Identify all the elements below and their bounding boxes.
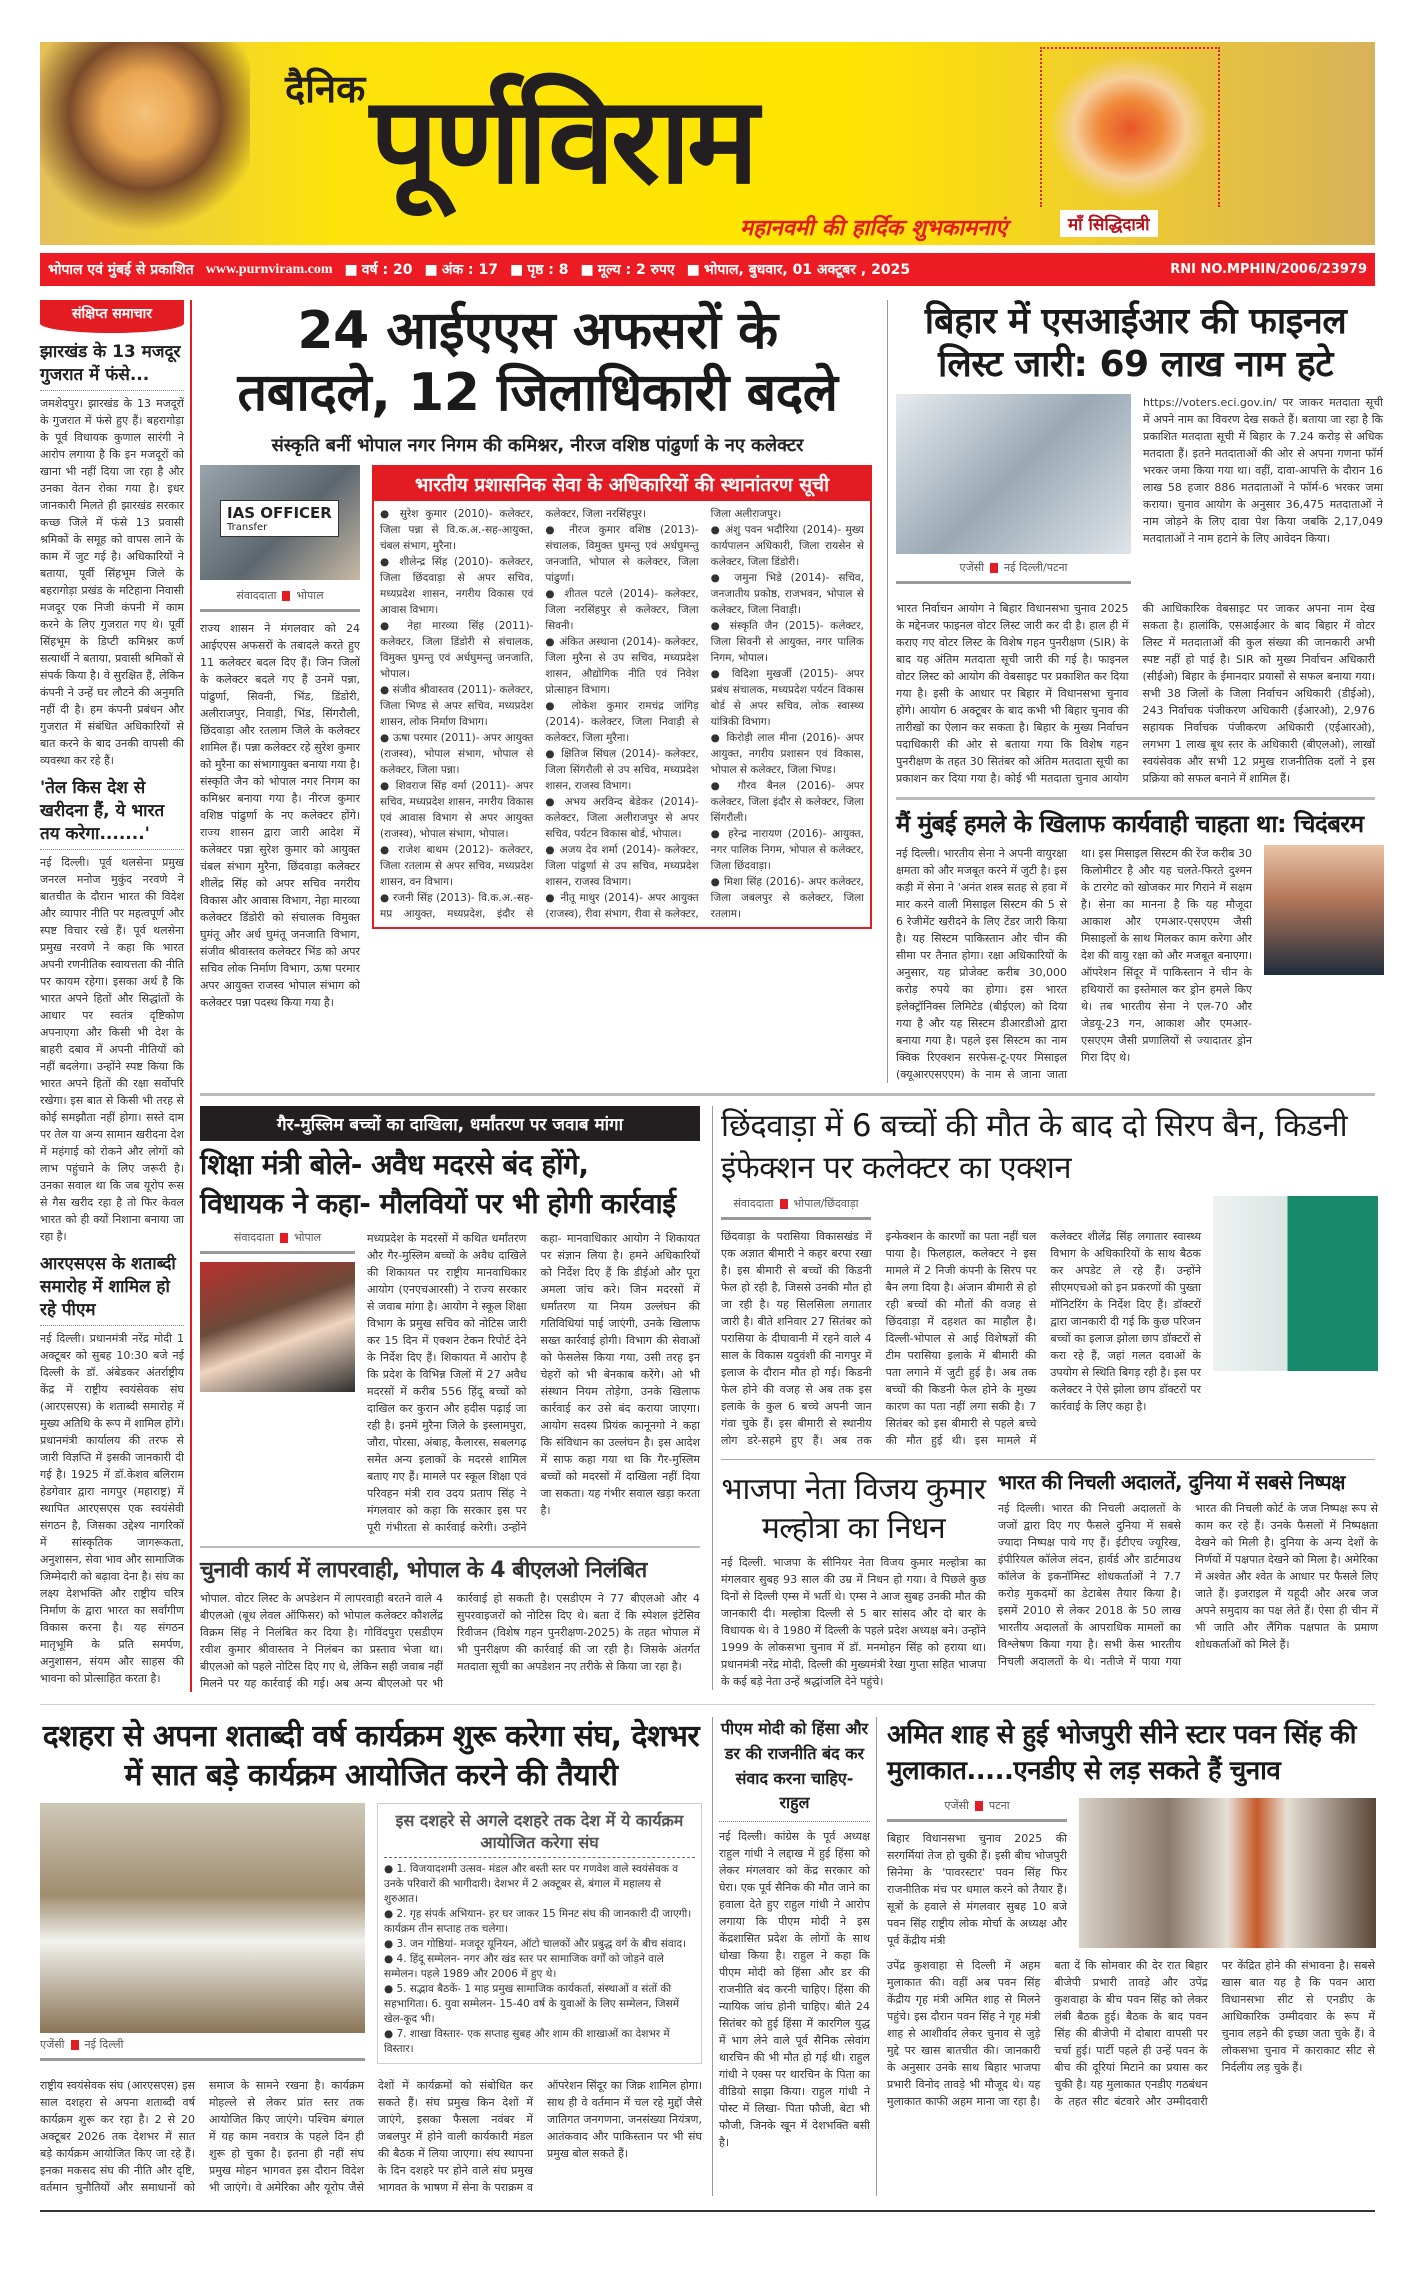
byline-marker — [282, 591, 290, 601]
right-column — [887, 300, 1383, 1083]
amit-shah-body: उपेंद्र कुशवाहा से दिल्ली में अहम मुलाकात की। वहीं अब पवन सिंह केंद्रीय गृह मंत्री अमित शाह से मिलने पहुंचे। इस दौरान पवन सिंह ने गृह मंत्री शाह से आशीर्वाद लेकर चुनाव से जुड़े मुद्दे पर खास बातचीत की। जानकारी के अनुसार उनके साथ बिहार भाजपा प्रभारी विनोद तावड़े भी मौजूद थे। यह मुलाकात काफी अहम माना जा रहा है। बता दें कि सोमवार की देर रात बिहार बीजेपी प्रभारी तावड़े और उपेंद्र कुशवाहा के बीच पवन सिंह को लेकर लंबी बैठक हुई। बैठक के बाद पवन सिंह की बीजेपी में दोबारा वापसी पर चर्चा हुई। पार्टी पहले ही उन्हें पवन के बीच की दूरियां मिटाने का प्रयास कर चुकी है। यह मुलाकात एनडीए गठबंधन के तहत सीट बंटवारे और उम्मीदवारी पर केंद्रित होने की संभावना है। सबसे खास बात यह है कि पवन आरा विधानसभा सीट से एनडीए के आधिकारिक उम्मीदवार के रूप में चुनाव लड़ने की इच्छा जता चुके हैं। वे लोकसभा चुनाव में काराकाट सीट से निर्दलीय लड़ चुके हैं। — [887, 1958, 1375, 2108]
price: ■ मूल्य : 2 रुपए — [581, 260, 675, 279]
rss-body: राष्ट्रीय स्वयंसेवक संघ (आरएसएस) इस साल दशहरा से अपना शताब्दी वर्ष कार्यक्रम शुरू कर रहा है। 2 से 20 अक्टूबर 2026 तक देशभर में सात बड़े कार्यक्रम आयोजित किए जा रहे हैं। इनका मकसद संघ की नीति और दृष्टि, वर्तमान चुनौतियों और समाधानों को समाज के सामने रखना है। कार्यक्रम मोहल्ले से लेकर प्रांत स्तर तक आयोजित किए जाएंगे। पश्चिम बंगाल में यह काम नवरात्र के पहले दिन ही शुरू हो चुका है। इतना ही नहीं संघ प्रमुख मोहन भागवत इस दौरान विदेश भी जाएंगे। वे अमेरिका और यूरोप जैसे देशों में कार्यक्रमों को संबोधित कर सकते हैं। संघ प्रमुख किन देशों में जाएंगे, इसका फैसला नवंबर में जबलपुर में होने वाली कार्यकारी मंडल की बैठक में लिया जाएगा। संघ स्थापना के दिन दशहरे पर होने वाले संघ प्रमुख भागवत के भाषण में सेना के पराक्रम व ऑपरेशन सिंदूर का जिक्र शामिल होगा। साथ ही वे वर्तमान में चल रहे मुद्दों जैसे जातिगत जनगणना, जनसंख्या नियंत्रण, आतंकवाद और पाकिस्तान पर भी संघ प्रमुख बोल सकते हैं। — [40, 2078, 702, 2194]
rni-number: RNI NO.MPHIN/2006/23979 — [1170, 262, 1367, 277]
chhindwara-column — [712, 1106, 1378, 1690]
section-divider — [200, 1093, 1375, 1096]
madrasa-body — [367, 1230, 700, 1536]
rss-story — [40, 1717, 702, 2196]
transfer-list-box — [372, 465, 872, 929]
festival-greeting: महानवमी की हार्दिक शुभकामनाएं — [740, 216, 1008, 241]
byline-author: संवाददाता — [236, 588, 277, 602]
transfer-list-item: ● रजनी सिंह (2013)- वि.क.अ.-सह-मप्र आयुक्त, मध्यप्रदेश, इंदौर से कलेक्टर, जिला नरसिंहपुर। — [380, 506, 699, 922]
brief-body: नई दिल्ली। पूर्व थलसेना प्रमुख जनरल मनोज मुकुंद नरवणे ने बातचीत के दौरान भारत की विदेश और व्यापार नीति पर महत्वपूर्ण और स्पष्ट विचार रखे हैं। पूर्व थलसेना प्रमुख नरवणे ने कहा कि भारत अपनी रणनीतिक स्वायत्तता की नीति पर कायम रहेगा। इसका अर्थ है कि भारत अपने हितों और सिद्धांतों के आधार पर स्वतंत्र दृष्टिकोण अपनाएगा और किसी भी देश के बाहरी दबाव में अपनी नीतियों को नहीं बदलेगा। उन्होंने स्पष्ट किया कि भारत अपने हितों की रक्षा सर्वोपरि रखेगा। इस बात से किसी भी तरह से कोई समझौता नहीं होगा। सस्ते दाम पर तेल या अन्य सामान खरीदना देश में महंगाई को रोकने और लोगों को लाभ पहुंचाने के लिए जरूरी है। उनका सवाल था कि जब यूरोप रूस से गैस खरीद रहा है तो फिर केवल भारत को ही क्यों निशाना बनाया जा रहा है। — [40, 855, 184, 1243]
goddess-caption: माँ सिद्धिदात्री — [1060, 210, 1158, 237]
byline-author: एजेंसी — [944, 1798, 969, 1812]
masthead — [40, 42, 1375, 245]
byline-place: पटना — [988, 1798, 1010, 1812]
madrasa-body-text: मध्यप्रदेश के मदरसों में कथित धर्मांतरण और गैर-मुस्लिम बच्चों के अवैध दाखिले की शिकायत पर राष्ट्रीय मानवाधिकार आयोग (एनएचआरसी) ने राज्य सरकार से जवाब मांगा है। आयोग ने स्कूल शिक्षा विभाग के प्रमुख सचिव को नोटिस जारी कर 15 दिन में एक्शन टेकन रिपोर्ट देने के निर्देश दिए हैं। शिकायत में आरोप है कि प्रदेश के विभिन्न जिलों में 27 अवैध मदरसों में करीब 556 हिंदू बच्चों को दाखिल कर कुरान और हदीस पढ़ाई जा रही है। इनमें मुरैना जिले के इस्लामपुरा, जौरा, पोरसा, अंबाह, कैलारस, सबलगढ़ समेत अन्य इलाकों के मदरसे शामिल बताए गए हैं। मामले पर स्कूल शिक्षा एवं परिवहन मंत्री राव उदय प्रताप सिंह ने मंगलवार को कहा कि सरकार इस पर पूरी गंभीरता से कार्रवाई करेगी। उन्होंने कहा- मानवाधिकार आयोग ने शिकायत पर संज्ञान लिया है। हमने अधिकारियों को निर्देश दिए हैं कि डीईओ और पूरा अमला जांच करे। जिन मदरसों में धर्मांतरण या नियम उल्लंघन की गतिविधियां पाई जाएंगी, उनके खिलाफ सख्त कार्रवाई होगी। विभाग की सेवाओं को फेसलेस किया गया, उसी तरह इन चेहरों को भी बेनकाब करेंगे। ओ भी संस्थान नियम तोड़ेगा, उनके खिलाफ कार्रवाई कर उसे बंद कराया जाएगा। आयोग सदस्य प्रियंक कानूनगो ने कहा कि संविधान का उल्लंघन है। इस आदेश में साफ कहा गया था कि गैर-मुस्लिम बच्चों को मदरसों में दाखिला नहीं दिया जा सकता। यह गंभीर सवाल खड़ा करता है। — [367, 1231, 700, 1534]
blo-body: भोपाल. वोटर लिस्ट के अपडेशन में लापरवाही बरतने वाले 4 बीएलओ (बूथ लेवल ऑफिसर) को भोपाल कलेक्टर कौशलेंद्र विक्रम सिंह ने निलंबित कर दिया है। गोविंदपुरा एसडीएम रवीश कुमार श्रीवास्तव ने निलंबन का प्रस्ताव भेजा था। बीएलओ को पहले नोटिस दिए गए थे, लेकिन सही जवाब नहीं मिलने पर यह कार्रवाई की गई। अब अन्य बीएलओ पर भी कार्रवाई हो सकती है। एसडीएम ने 77 बीएलओ और 4 सुपरवाइजरों को नोटिस दिए थे। बता दें कि स्पेशल इंटेंसिव रिवीजन (विशेष गहन पुनरीक्षण-2025) के तहत भोपाल में भी पुनरीक्षण की कार्रवाई की जा रही है। जिसके अंतर्गत मतदाता सूची का अपडेशन नए तरीके से किया जा रहा है। — [200, 1591, 700, 1690]
website-link[interactable]: www.purnviram.com — [205, 261, 333, 277]
transfer-list-item: ● सुरेश कुमार (2010)- कलेक्टर, जिला पन्ना से वि.क.अ.-सह-आयुक्त, चंबल संभाग, मुरैना। — [380, 506, 533, 554]
transfer-list-item: ● ऊषा परमार (2011)- अपर आयुक्त (राजस्व), भोपाल संभाग, भोपाल से कलेक्टर, जिला पन्ना। — [380, 730, 533, 778]
courts-body: नई दिल्ली। भारत की निचली अदालतों के जजों द्वारा दिए गए फैसले दुनिया में सबसे ज्यादा निष्पक्ष पाये गए हैं। ईटीएच ज्यूरिख, इंपीरियल कॉलेज लंदन, हार्वर्ड और डार्टमाउथ कॉलेज के इकनॉमिस्ट शोधकर्ताओं ने 7.7 करोड़ मुकदमों का डेटाबेस तैयार किया है। इसमें 2010 से लेकर 2018 के 50 लाख भारतीय अदालतों के आपराधिक मामलों का विश्लेषण किया गया है। सभी केस भारतीय निचली अदालतों के थे। नतीजे में पाया गया भारत की निचली कोर्ट के जज निष्पक्ष रूप से काम कर रहे हैं। उनके फैसलों में निष्पक्षता देखने को मिली है। दुनिया के अन्य देशों के निर्णयों में पक्षपात देखने को मिला है। अमेरिका में अश्वेत और श्वेत के आधार पर फैसले लिए जाते हैं। इजराइल में यहूदी और अरब जज अपने समुदाय का पक्ष लेते हैं। ऐसा ही चीन में भी जाति और लैंगिक पक्षपात के प्रमाण शोधकर्ताओं को मिले हैं। — [998, 1501, 1378, 1668]
transfer-list-item: ● नेहा मारव्या सिंह (2011)- कलेक्टर, जिला डिंडोरी से संचालक, विमुक्त घुमन्तु एवं अर्धघुमन्तु जनजाति, भोपाल। — [380, 618, 533, 682]
bjp-leader-headline[interactable]: भाजपा नेता विजय कुमार मल्होत्रा का निधन — [721, 1471, 986, 1546]
transfer-list-item: ● मिशा सिंह (2016)- अपर कलेक्टर, जिला जबलपुर से कलेक्टर, जिला रतलाम। — [711, 874, 864, 922]
sign-text: IAS OFFICER — [227, 503, 332, 522]
transfer-list-item: ● शिवराज सिंह वर्मा (2011)- अपर सचिव, मध्यप्रदेश शासन, नगरीय विकास एवं आवास विभाग से अपर आयुक्त (राजस्व), भोपाल संभाग, भोपाल। — [380, 778, 533, 842]
chidambaram-photo — [1264, 845, 1384, 975]
brief-headline[interactable]: आरएसएस के शताब्दी समारोह में शामिल हो रहे पीएम — [40, 1253, 184, 1326]
brief-headline[interactable]: 'तेल किस देश से खरीदना हैं, ये भारत तय करेगा.......' — [40, 777, 184, 850]
chidambaram-headline[interactable]: मैं मुंबई हमले के खिलाफ कार्यवाही चाहता था: चिदंबरम — [896, 810, 1364, 839]
madrasa-kicker: गैर-मुस्लिम बच्चों का दाखिला, धर्मांतरण पर जवाब मांगा — [200, 1106, 700, 1141]
lead-headline-line: तबादले, 12 जिलाधिकारी बदले — [237, 363, 838, 424]
bihar-body: https://voters.eci.gov.in/ पर जाकर मतदाता सूची में अपने नाम का विवरण देख सकते हैं। बताया जा रहा है कि प्रकाशित मतदाता सूची में बिहार के 7.24 करोड़ से अधिक मतदाता हैं। इतने मतदाताओं की ओर से अपना गणना फॉर्म भरकर जमा किया गया था। वहीं, दावा-आपत्ति के दौरान 16 लाख 58 हजार 886 मतदाताओं ने फॉर्म-6 भरकर जमा कराया। चुनाव आयोग के अनुसार 36,475 मतदाताओं ने नाम जोड़ने के लिए दावा पेश किया जबकि 2,17,049 मतदाताओं ने नाम हटाने के लिए आवेदन किया। — [1143, 396, 1383, 546]
pages: ■ पृष्ठ : 8 — [510, 260, 569, 279]
byline-place: नई दिल्ली/पटना — [1004, 561, 1068, 575]
doctor-kidney-illustration — [1213, 1196, 1378, 1371]
rss-program-item: ● 5. सद्भाव बैठकें- 1 माह प्रमुख सामाजिक कार्यकर्ता, संस्थाओं व संतों की सहभागिता। 6. युवा सम्मेलन- 15-40 वर्ष के युवाओं के लिए सम्मेलन, जिसमें खेल-कूद भी। — [384, 1982, 695, 2027]
rss-program-item: ● 2. गृह संपर्क अभियान- हर घर जाकर 15 मिनट संघ की जानकारी दी जाएगी। कार्यक्रम तीन सप्ताह तक चलेगा। — [384, 1907, 695, 1937]
rss-program-item: ● 7. शाखा विस्तार- एक सप्ताह सुबह और शाम की शाखाओं का देशभर में विस्तार। — [384, 2027, 695, 2057]
transfer-list-title: भारतीय प्रशासनिक सेवा के अधिकारियों की स्थानांतरण सूची — [374, 467, 870, 501]
lead-left-column — [200, 465, 360, 1011]
rss-photo-column — [40, 1803, 365, 2069]
lead-photo — [200, 465, 360, 580]
transfer-list-item: ● संस्कृति जैन (2015)- कलेक्टर, जिला सिवनी से आयुक्त, नगर पालिक निगम, भोपाल। — [711, 618, 864, 666]
transfer-list-item: ● अंकित अस्थाना (2014)- कलेक्टर, जिला मुरैना से उप सचिव, मध्यप्रदेश शासन, औद्योगिक नीति एवं निवेश प्रोत्साहन विभाग। — [545, 634, 698, 698]
amit-shah-pawan-singh-photo — [1079, 1798, 1376, 1948]
transfer-list-item: ● राजेश बाथम (2012)- कलेक्टर, जिला रतलाम से अपर सचिव, मध्यप्रदेश शासन, वन विभाग। — [380, 842, 533, 890]
lead-story — [200, 300, 875, 1011]
headline-line: बिहार में एसआईआर की फाइनल — [924, 301, 1347, 342]
byline — [887, 1798, 1067, 1822]
headline-line: शिक्षा मंत्री बोले- अवैध मदरसे बंद होंगे, — [200, 1148, 589, 1182]
ias-officer-sign — [220, 500, 339, 537]
blo-headline[interactable]: चुनावी कार्य में लापरवाही, भोपाल के 4 बीएलओ निलंबित — [200, 1557, 647, 1583]
byline — [40, 2037, 365, 2061]
byline — [721, 1196, 871, 1220]
published-from: भोपाल एवं मुंबई से प्रकाशित — [48, 262, 194, 278]
bihar-headline[interactable] — [896, 300, 1375, 386]
transfer-list-item: ● शीलेन्द्र सिंह (2010)- कलेक्टर, जिला छिंदवाड़ा से अपर सचिव, मध्यप्रदेश शासन, नगरीय विकास एवं आवास विभाग। — [380, 554, 533, 618]
byline-author: एजेंसी — [40, 2037, 65, 2051]
transfer-list-item: ● अभय अरविन्द बेडेकर (2014)- कलेक्टर, जिला अलीराजपुर से अपर सचिव, पर्यटन विकास बोर्ड, भोपाल। — [545, 794, 698, 842]
voter-list-photo — [896, 394, 1131, 554]
brief-body: नई दिल्ली। प्रधानमंत्री नरेंद्र मोदी 1 अक्टूबर को सुबह 10:30 बजे नई दिल्ली के डॉ. अंबेडकर अंतर्राष्ट्रीय केंद्र में राष्ट्रीय स्वयंसेवक संघ (आरएसएस) के शताब्दी समारोह में मुख्य अतिथि के रूप में शामिल होंगे। प्रधानमंत्री कार्यालय की तरफ से जारी विज्ञप्ति में इसकी जानकारी दी गई है। 1925 में डॉ.केशव बलिराम हेडगेवार द्वारा नागपुर (महाराष्ट्र) में स्थापित आरएसएस एक स्वयंसेवी संगठन है, जिसका उद्देश्य नागरिकों में सांस्कृतिक जागरूकता, अनुशासन, सेवा भाव और सामाजिक जिम्मेदारी को बढ़ावा देना है। संघ का लक्ष्य देशभक्ति और राष्ट्रीय चरित्र निर्माण के द्वारा भारत का सर्वांगीण विकास करना है। यह संगठन मातृभूमि के प्रति समर्पण, अनुशासन, संयम और साहस की भावना को प्रोत्साहित करता है। — [40, 1331, 184, 1685]
byline-marker — [990, 563, 998, 573]
byline-place: भोपाल — [293, 1230, 322, 1244]
middle-row — [200, 1106, 1378, 1692]
byline-author: संवाददाता — [233, 1230, 274, 1244]
byline-author: एजेंसी — [959, 561, 985, 575]
edition-info-bar — [40, 253, 1375, 286]
transfer-list — [374, 501, 870, 927]
main-content — [40, 300, 1383, 1692]
byline — [896, 560, 1131, 584]
date: ■ भोपाल, बुधवार, 01 अक्टूबर , 2025 — [687, 260, 910, 279]
goddess-illustration-left — [40, 42, 250, 245]
amit-shah-headline[interactable]: अमित शाह से हुई भोजपुरी सीने स्टार पवन सिंह की मुलाकात.....एनडीए से लड़ सकते हैं चुनाव — [887, 1719, 1357, 1787]
byline — [200, 588, 360, 612]
section-divider — [721, 1459, 1375, 1460]
minister-photo — [200, 1262, 355, 1392]
transfer-list-item: ● संजीव श्रीवास्तव (2011)- कलेक्टर, जिला भिण्ड से अपर सचिव, मध्यप्रदेश शासन, लोक निर्माण विभाग। — [380, 682, 533, 730]
rahul-headline[interactable]: पीएम मोदी को हिंसा और डर की राजनीति बंद कर संवाद करना चाहिए- राहुल — [719, 1717, 870, 1822]
courts-story — [998, 1470, 1378, 1670]
transfer-list-item: ● किरोड़ी लाल मीना (2016)- अपर आयुक्त, नगरीय प्रशासन एवं विकास, भोपाल से कलेक्टर, जिला भिण्ड। — [711, 730, 864, 778]
sign-subtext: Transfer — [227, 521, 268, 533]
section-divider — [200, 1546, 700, 1548]
rss-box-title: इस दशहरे से अगले दशहरे तक देश में ये कार्यक्रम आयोजित करेगा संघ — [384, 1810, 695, 1858]
madrasa-photo-column — [200, 1230, 355, 1392]
byline-place: भोपाल/छिंदवाड़ा — [793, 1196, 859, 1210]
rss-headline[interactable]: दशहरा से अपना शताब्दी वर्ष कार्यक्रम शुरू करेगा संघ, देशभर में सात बड़े कार्यक्रम आयोजित करने की तैयारी — [42, 1718, 700, 1793]
issue: ■ अंक : 17 — [424, 260, 498, 279]
madrasa-headline[interactable] — [200, 1145, 700, 1223]
rss-programs-box — [377, 1803, 702, 2064]
byline-place: भोपाल — [296, 588, 324, 602]
transfer-list-item: ● जमुना भिडे (2014)- सचिव, जनजातीय प्रकोष्ठ, राजभवन, भोपाल से कलेक्टर, जिला निवाड़ी। — [711, 570, 864, 618]
transfer-list-item: ● शीतल पटले (2014)- कलेक्टर, जिला नरसिंहपुर से कलेक्टर, जिला सिवनी। — [545, 586, 698, 634]
chhindwara-body — [721, 1228, 1201, 1449]
top-row — [200, 300, 1383, 1083]
section-divider — [896, 797, 1375, 800]
lead-body: राज्य शासन ने मंगलवार को 24 आईएएस अफसरों के तबादले करते हुए 11 कलेक्टर बदल दिए हैं। जिन जिलों के कलेक्टर बदले गए हैं उनमें पन्ना, पांढुर्णा, सिवनी, भिंड, डिंडोरी, अलीराजपुर, निवाड़ी, भिंड, सिंगरौली, छिंदवाड़ा और रतलाम जिले के कलेक्टर शामिल हैं। पन्ना कलेक्टर रहे सुरेश कुमार को मुरैना का संभागायुक्त बनाया गया है। संस्कृति जैन को भोपाल नगर निगम का कमिश्नर बनाया गया है। नीरज कुमार वशिष्ठ पांढुर्णा के नए कलेक्टर होंगे। राज्य शासन द्वारा जारी आदेश में कलेक्टर पन्ना सुरेश कुमार को आयुक्त चंबल संभाग मुरैना, छिंदवाड़ा कलेक्टर शीलेंद्र सिंह को अपर सचिव नगरीय विकास और आवास विभाग, नेहा मारव्या कलेक्टर डिंडोरी को संचालक विमुक्त घुमंतू और अर्ध घुमंतू जनजाति विभाग, संजीव श्रीवास्तव कलेक्टर भिंड को अपर सचिव लोक निर्माण विभाग, ऊषा परमार अपर आयुक्त राजस्व भोपाल संभाग को कलेक्टर पन्ना पदस्थ किया गया है। — [200, 621, 360, 1009]
transfer-list-item: ● लोकेश कुमार रामचंद्र जांगिड़ (2014)- कलेक्टर, जिला निवाड़ी से कलेक्टर, जिला मुरैना। — [545, 698, 698, 746]
rahul-body: नई दिल्ली। कांग्रेस के पूर्व अध्यक्ष राहुल गांधी ने लद्दाख में हुई हिंसा को लेकर मंगलवार को केंद्र सरकार को घेरा। एक पूर्व सैनिक की मौत जाने का हवाला देते हुए राहुल गांधी ने आरोप लगाया कि पीएम मोदी ने इस केंद्रशासित प्रदेश के लोगों के साथ धोखा किया है। राहुल ने कहा कि पीएम मोदी को हिंसा और डर की राजनीति बंद करनी चाहिए। हिंसा की न्यायिक जांच होनी चाहिए। बीते 24 सितंबर को हुई हिंसा में कारगिल युद्ध में भाग लेने वाले पूर्व सैनिक त्सेवांग थारचिन की भी मौत हो गई थी। राहुल गांधी ने एक्स पर थारचिन के पिता का वीडियो साझा किया। राहुल गांधी ने पोस्ट में लिखा- पिता फौजी, बेटा भी फौजी, जिनके खून में देशभक्ति बसी है। — [719, 1830, 870, 2150]
bihar-photo-column — [896, 394, 1131, 592]
byline — [200, 1230, 355, 1254]
masthead-dainik: दैनिक — [285, 67, 366, 111]
lead-headline[interactable] — [200, 300, 875, 425]
brief-body: जमशेदपुर। झारखंड के 13 मजदूरों के गुजरात में फंसे हुए हैं। बहरागोड़ा के पूर्व विधायक कुणाल सारंगी ने आरोप लगाया है कि इन मजदूरों को खाना भी नहीं दिया जा रहा है और उनका वेतन रोका गया है। इधर जानकारी मिलते ही झारखंड सरकार कच्छ जिले में फंसे 13 प्रवासी श्रमिकों के समूह को वापस लाने के काम में जुट गई है। अधिकारियों ने बताया, पूर्वी सिंहभूम जिले के बहरागोड़ा प्रखंड के मटिहाना निवासी मजदूर एक निजी कंपनी में काम करने के लिए गुजरात गए थे। पूर्वी सिंहभूम के डिप्टी कमिश्नर कर्ण सत्यार्थी ने बताया, प्रवासी श्रमिकों से संपर्क किया है। वे सुरक्षित हैं, लेकिन कंपनी ने उन्हें घर लौटने की अनुमति नहीं दी है। हम कंपनी प्रबंधन और गुजरात में संबंधित अधिकारियों से बात करने के बाद उनकी वापसी की व्यवस्था कर रहे हैं। — [40, 396, 184, 767]
chhindwara-text-column — [721, 1196, 1201, 1449]
newspaper-logo: पूर्णविराम — [370, 72, 755, 211]
brief-news-label: संक्षिप्त समाचार — [40, 300, 184, 333]
rss-programs-list — [384, 1862, 695, 2057]
courts-headline[interactable]: भारत की निचली अदालतें, दुनिया में सबसे निष्पक्ष — [998, 1469, 1345, 1494]
rss-program-item: ● 1. विजयादशमी उत्सव- मंडल और बस्ती स्तर पर गणवेश वाले स्वयंसेवक व उनके परिवारों की भागीदारी। देशभर में 2 अक्टूबर से, बंगाल में महालय से शुरुआत। — [384, 1862, 695, 1907]
chhindwara-body-text: छिंदवाड़ा के परासिया विकासखंड में एक अज्ञात बीमारी ने कहर बरपा रखा है। इस बीमारी से बच्चों की किडनी फेल हो रही है, जिससे उनकी मौत हो जा रही है। यह सिलसिला लगातार जारी है। बीते शनिवार 27 सितंबर को परासिया के दीघावानी में रहने वाले 4 साल के विकास यदुवंशी की नागपुर में इलाज के दौरान मौत हो गई। किडनी फेल होने की वजह से अब तक इस इलाके के कुल 6 बच्चे अपनी जान गंवा चुके हैं। इस बीमारी से स्थानीय लोग डरे-सहमे हुए हैं। अब तक इन्फेक्शन के कारणों का पता नहीं चल पाया है। फिलहाल, कलेक्टर ने इस मामले में 2 निजी कंपनी के सिरप पर बैन लगा दिया है। अंजान बीमारी से हो रही बच्चों की मौतों की वजह से छिंदवाड़ा में दहशत का माहौल है। दिल्ली-भोपाल से आई विशेषज्ञों की टीम परासिया इलाके में बीमारी की पता लगाने में जुटी हुई है। अब तक बच्चों की किडनी फेल होने के मुख्य कारण का पता नहीं लगा सकी है। 7 सितंबर को इस बीमारी से पहले बच्चे की मौत हुई थी। इस मामले में कलेक्टर शीलेंद्र सिंह लगातार स्वास्थ्य विभाग के अधिकारियों के साथ बैठक कर अपडेट ले रहे हैं। उन्होंने सीएमएचओ को इन प्रकरणों की पुख्ता मॉनिटरिंग के निर्देश दिए हैं। डॉक्टरों द्वारा जानकारी दी गई कि कुछ परिजन बच्चों का इलाज झोला छाप डॉक्टरों से करा रहे हैं, जहां गलत दवाओं के उपयोग से स्थिति बिगड़ रही है। इस पर कलेक्टर ने ऐसे झोला छाप डॉक्टरों पर कार्रवाई के लिए कहा है। — [721, 1229, 1201, 1447]
brief-news-column — [40, 300, 190, 1692]
rahul-story — [712, 1717, 877, 2196]
rss-march-photo — [40, 1803, 365, 2033]
transfer-list-item: ● अंशु पवन भदौरिया (2014)- मुख्य कार्यपालन अधिकारी, जिला रायसेन से कलेक्टर, जिला डिंडोरी। — [711, 522, 864, 570]
chhindwara-headline[interactable]: छिंदवाड़ा में 6 बच्चों की मौत के बाद दो सिरप बैन, किडनी इंफेक्शन पर कलेक्टर का एक्शन — [721, 1108, 1348, 1187]
headline-line: लिस्ट जारी: 69 लाख नाम हटे — [938, 344, 1333, 386]
lead-headline-line: 24 आईएएस अफसरों के — [297, 301, 778, 361]
madrasa-story — [200, 1106, 700, 1692]
amit-shah-story — [887, 1717, 1375, 2196]
byline-place: नई दिल्ली — [84, 2037, 124, 2051]
goddess-illustration-right — [1040, 47, 1220, 207]
transfer-list-item: ● अजय देव शर्मा (2014)- कलेक्टर, जिला पांढुर्णा से उप सचिव, मध्यप्रदेश शासन, राजस्व विभाग। — [545, 842, 698, 890]
amit-shah-text-column — [887, 1798, 1067, 1949]
amit-shah-body: बिहार विधानसभा चुनाव 2025 की सरगर्मियां तेज हो चुकी हैं। इसी बीच भोजपुरी सिनेमा के 'पावरस्टार' पवन सिंह फिर राजनीतिक मंच पर धमाल करने को तैयार हैं। सूत्रों के हवाले से मंगलवार सुबह 10 बजे पवन सिंह राष्ट्रीय लोक मोर्चा के अध्यक्ष और पूर्व केंद्रीय मंत्री — [887, 1831, 1067, 1947]
transfer-list-item: ● हरेन्द्र नारायण (2016)- आयुक्त, नगर पालिक निगम, भोपाल से कलेक्टर, जिला छिंदवाड़ा। — [711, 826, 864, 874]
bjp-leader-story — [721, 1470, 986, 1690]
transfer-list-item: ● नीरज कुमार वशिष्ठ (2013)- संचालक, विमुक्त घुमन्तु एवं अर्धघुमन्तु जनजाति, भोपाल से कलेक्टर, जिला पांढुर्णा। — [545, 522, 698, 586]
byline-marker — [280, 1233, 288, 1243]
bottom-row — [40, 1704, 1375, 2212]
spacer — [0, 1692, 1417, 1704]
bjp-leader-body: नई दिल्ली. भाजपा के सीनियर नेता विजय कुमार मल्होत्रा का मंगलवार सुबह 93 साल की उम्र में निधन हो गया। वे पिछले कुछ दिनों से दिल्ली एम्स में भर्ती थे। एम्स ने आज सुबह उनकी मौत की जानकारी दी। मल्होत्रा दिल्ली से 5 बार सांसद और दो बार के विधायक थे। वे 1980 में दिल्ली के पहले प्रदेश अध्यक्ष बने। उन्होंने 1999 के लोकसभा चुनाव में डॉ. मनमोहन सिंह को हराया था। प्रधानमंत्री नरेंद्र मोदी, दिल्ली की मुख्यमंत्री रेखा गुप्ता सहित भाजपा के कई बड़े नेता उन्हें श्रद्धांजलि देने पहुंचे। — [721, 1555, 986, 1688]
column-divider — [190, 300, 192, 1692]
bihar-body: भारत निर्वाचन आयोग ने बिहार विधानसभा चुनाव 2025 के मद्देनजर फाइनल वोटर लिस्ट जारी कर दी है। हाल ही में कराए गए वोटर लिस्ट के विशेष गहन पुनरीक्षण (SIR) के बाद यह अंतिम मतदाता सूची जारी की गई है। फाइनल वोटर लिस्ट को आयोग की वेबसाइट पर प्रकाशित कर दिया गया है। इसी के आधार पर बिहार में विधानसभा चुनाव होंगे। आयोग 6 अक्टूबर के बाद कभी भी बिहार चुनाव की तारीखों का ऐलान कर सकता है। बिहार के मुख्य निर्वाचन पदाधिकारी की ओर से बताया गया कि विशेष गहन पुनरीक्षण के तहत 30 सितंबर को अंतिम मतदाता सूची का प्रकाशन कर दिया गया है। कोई भी मतदाता चुनाव आयोग की आधिकारिक वेबसाइट पर जाकर अपना नाम देख सकता है। हालांकि, एसआईआर के बाद बिहार में वोटर लिस्ट में मतदाताओं की कुल संख्या की जानकारी अभी स्पष्ट नहीं हो पाई है। SIR को मुख्य निर्वाचन अधिकारी (सीईओ) बिहार के ईमानदार प्रयासों से सफल बनाया गया। सभी 38 जिलों के जिला निर्वाचन अधिकारी (डीईओ), 243 निर्वाचक पंजीकरण अधिकारी (ईआरओ), 2,976 सहायक निर्वाचक पंजीकरण अधिकारी (एईआरओ), लगभग 1 लाख बूथ स्तर के अधिकारी (बीएलओ), लाखों स्वयंसेवक और सभी 12 प्रमुख राजनीतिक दलों ने इस प्रक्रिया को सफल बनाने में शामिल हैं। — [896, 602, 1375, 786]
transfer-list-item: ● गौरव बैनल (2016)- अपर कलेक्टर, जिला इंदौर से कलेक्टर, जिला सिंगरौली। — [711, 778, 864, 826]
main-stories — [200, 300, 1383, 1692]
rss-program-item: ● 4. हिंदू सम्मेलन- नगर और खंड स्तर पर सामाजिक वर्गों को जोड़ने वाले सम्मेलन। पहले 1989 और 2006 में हुए थे। — [384, 1952, 695, 1982]
transfer-list-item: ● क्षितिज सिंघल (2014)- कलेक्टर, जिला सिंगरौली से उप सचिव, मध्यप्रदेश शासन, राजस्व विभाग। — [545, 746, 698, 794]
rss-program-item: ● 3. जन गोष्ठियां- मजदूर यूनियन, ऑटो चालकों और प्रबुद्ध वर्ग के बीच संवाद। — [384, 1937, 695, 1952]
byline-marker — [780, 1199, 788, 1209]
year: ■ वर्ष : 20 — [345, 260, 413, 279]
byline-marker — [71, 2040, 79, 2050]
byline-marker — [975, 1801, 983, 1811]
transfer-list-item: ● विदिशा मुखर्जी (2015)- अपर प्रबंध संचालक, मध्यप्रदेश पर्यटन विकास बोर्ड से अपर सचिव, लोक स्वास्थ्य यांत्रिकी विभाग। — [711, 666, 864, 730]
brief-headline[interactable]: झारखंड के 13 मजदूर गुजरात में फंसे... — [40, 341, 184, 391]
chidambaram-body: नई दिल्ली। भारतीय सेना ने अपनी वायुरक्षा क्षमता को और मजबूत करने में जुटी है। इस कड़ी में सेना ने 'अनंत शस्त्र सतह से हवा में मार करने वाली मिसाइल सिस्टम की 5 से 6 रेजीमेंट खरीदने के लिए टेंडर जारी किया है। यह सिस्टम पाकिस्तान और चीन की सीमा पर तैनात होगा। रक्षा अधिकारियों के अनुसार, यह प्रोजेक्ट करीब 30,000 करोड़ रुपये का होगा। इस भारत इलेक्ट्रॉनिक्स लिमिटेड (बीईएल) को दिया गया है और यह सिस्टम डीआरडीओ द्वारा बनाया गया है। पहले इस सिस्टम का नाम क्विक रिएक्शन सरफेस-टू-एयर मिसाइल (क्यूआरएसएएम) के नाम से जाना जाता था। इस मिसाइल सिस्टम की रेंज करीब 30 किलोमीटर है और यह चलते-फिरते दुश्मन के टारगेट को खोजकर मार गिराने में सक्षम है। सेना का मानना है कि यह मौजूदा आकाश और एमआर-एसएएम जैसी मिसाइलों के साथ मिलकर काम करेगा और देश की वायु रक्षा को और मजबूत बनाएगा। ऑपरेशन सिंदूर में पाकिस्तान ने चीन के हथियारों का इस्तेमाल कर ड्रोन हमले किए थे। तब भारतीय सेना ने एल-70 और जेडयू-23 गन, आकाश और एमआर-एसएएम जैसी प्रणालियों से ज्यादातर ड्रोन गिरा दिए थे। — [896, 847, 1252, 1082]
transfer-list-item: ● नीतू माथुर (2014)- अपर आयुक्त (राजस्व), रीवा संभाग, रीवा से कलेक्टर, जिला अलीराजपुर। — [545, 506, 864, 922]
byline-author: संवाददाता — [733, 1196, 774, 1210]
headline-line: विधायक ने कहा- मौलवियों पर भी होगी कार्रवाई — [200, 1187, 676, 1221]
lead-subheadline: संस्कृति बनीं भोपाल नगर निगम की कमिश्नर, नीरज वशिष्ठ पांढुर्णा के नए कलेक्टर — [271, 434, 804, 456]
